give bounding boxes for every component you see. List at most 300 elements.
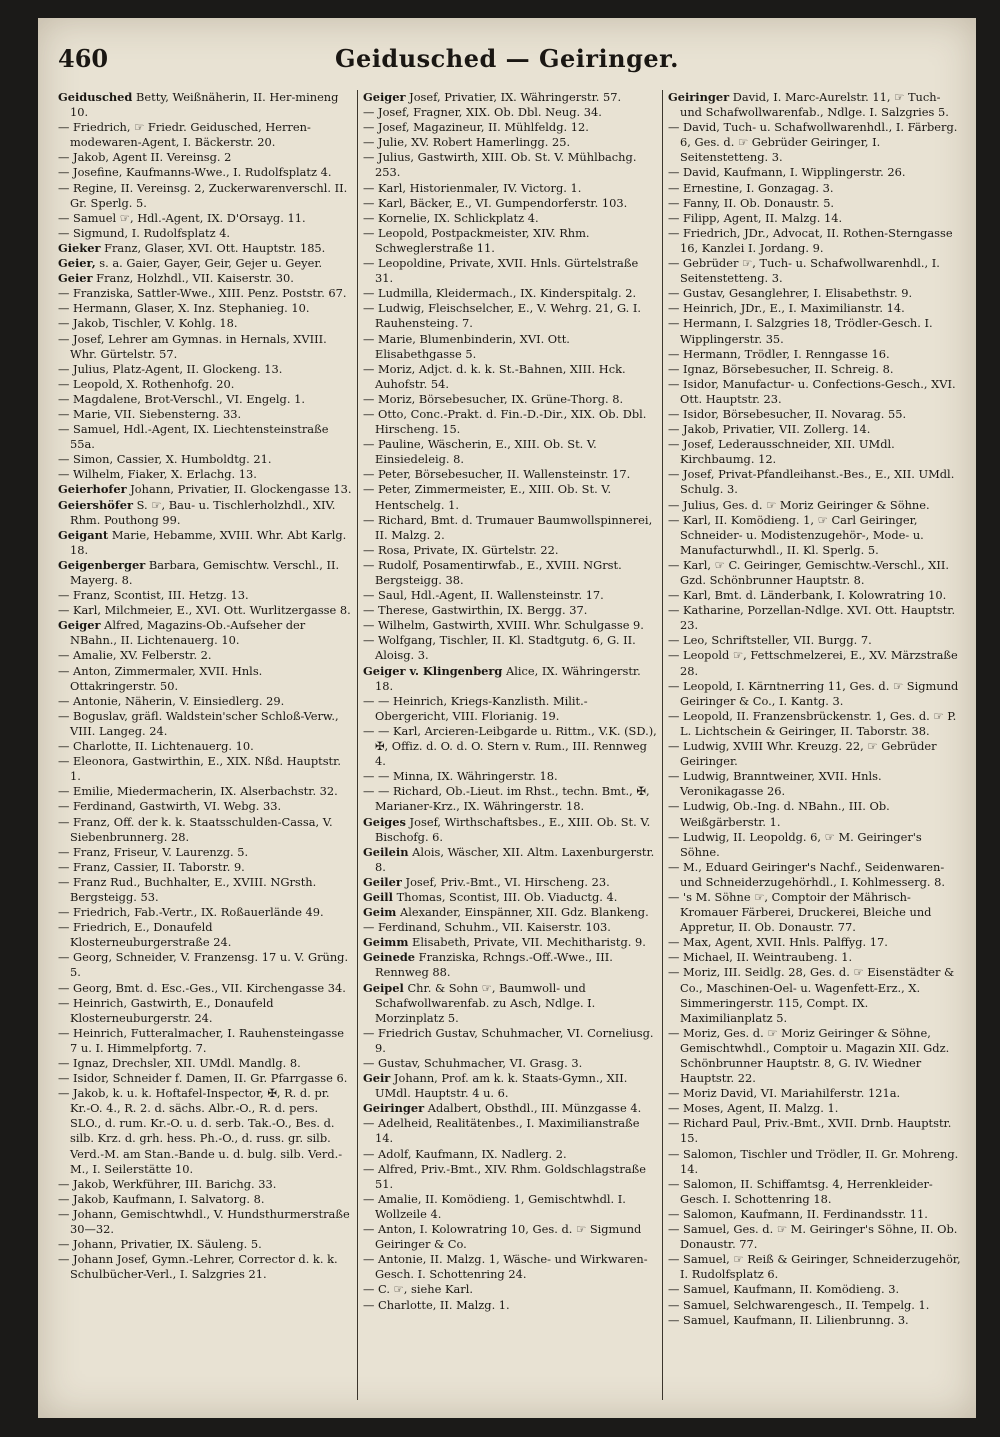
entry-text: — M., Eduard Geiringer's Nachf., Seidenwaren- und Schneiderzugehörhdl., I. Kohlmesserg. 8. <box>668 859 946 889</box>
entry-text: — Franz Rud., Buchhalter, E., XVIII. NGrsth. Bergsteigg. 53. <box>58 874 317 904</box>
entry-text: — Salomon, II. Schiffamtsg. 4, Herrenkleider-Gesch. I. Schottenring 18. <box>668 1176 933 1206</box>
entry-text: — Franz, Off. der k. k. Staatsschulden-Cassa, V. Siebenbrunnerg. 28. <box>58 814 333 844</box>
directory-entry <box>363 1222 657 1252</box>
directory-entry <box>363 1147 657 1162</box>
entry-text: — Josef, Privat-Pfandleihanst.-Bes., E., XII. UMdl. Schulg. 3. <box>668 467 955 497</box>
directory-entry <box>58 422 352 452</box>
entry-text: — Hermann, I. Salzgries 18, Trödler-Gesch. I. Wipplingerstr. 35. <box>668 316 933 346</box>
entry-text: — Ferdinand, Schuhm., VII. Kaiserstr. 103. <box>363 920 611 935</box>
entry-text: Josef, Wirthschaftsbes., E., XIII. Ob. St. V. Bischofg. 6. <box>375 814 651 844</box>
entry-text: — Heinrich, JDr., E., I. Maximilianstr. 14. <box>668 301 905 316</box>
directory-entry <box>58 1207 352 1237</box>
directory-entry <box>58 301 352 316</box>
column-2 <box>363 90 657 1405</box>
directory-entry <box>668 211 962 226</box>
directory-entry <box>363 633 657 663</box>
entry-text: — David, Kaufmann, I. Wipplingerstr. 26. <box>668 165 906 180</box>
directory-entry <box>363 588 657 603</box>
entry-text: — Franziska, Sattler-Wwe., XIII. Penz. Poststr. 67. <box>58 286 347 301</box>
directory-entry <box>668 1207 962 1222</box>
entry-text: — Marie, VII. Siebensterng. 33. <box>58 406 242 421</box>
directory-entry <box>363 407 657 437</box>
entry-surname: Geir <box>363 1071 391 1086</box>
entry-text: — Gustav, Gesanglehrer, I. Elisabethstr. 9. <box>668 286 913 301</box>
directory-entry <box>363 875 657 890</box>
directory-entry <box>58 950 352 980</box>
entry-text: Josef, Privatier, IX. Währingerstr. 57. <box>405 90 622 104</box>
directory-entry <box>58 226 352 241</box>
entry-text: — Ludmilla, Kleidermach., IX. Kinderspitalg. 2. <box>363 286 637 301</box>
directory-entry <box>668 830 962 860</box>
directory-entry <box>668 603 962 633</box>
entry-text: — Ludwig, Ob.-Ing. d. NBahn., III. Ob. Weißgärberstr. 1. <box>668 799 890 829</box>
directory-entry <box>668 648 962 678</box>
entry-text: — Charlotte, II. Lichtenauerg. 10. <box>58 739 254 754</box>
entry-text: — Hermann, Glaser, X. Inz. Stephanieg. 10. <box>58 301 310 316</box>
directory-entry <box>58 211 352 226</box>
directory-entry <box>363 90 657 105</box>
entry-text: — Michael, II. Weintraubeng. 1. <box>668 950 853 965</box>
directory-entry <box>668 196 962 211</box>
entry-text: — Salomon, Kaufmann, II. Ferdinandsstr. 11. <box>668 1206 928 1221</box>
entry-text: — C. ☞, siehe Karl. <box>363 1282 473 1297</box>
directory-entry <box>58 709 352 739</box>
entry-text: Franz, Holzhdl., VII. Kaiserstr. 30. <box>92 271 294 286</box>
entry-text: — Samuel, Selchwarengesch., II. Tempelg. 1. <box>668 1297 930 1312</box>
directory-entry <box>363 769 657 784</box>
directory-entry <box>363 724 657 769</box>
entry-text: — Isidor, Börsebesucher, II. Novarag. 55. <box>668 406 907 421</box>
directory-entry <box>668 226 962 256</box>
entry-text: Barbara, Gemischtw. Verschl., II. Mayerg. 8. <box>70 557 340 587</box>
entry-text: — Georg, Bmt. d. Esc.-Ges., VII. Kirchengasse 34. <box>58 980 346 995</box>
entry-text: — Pauline, Wäscherin, E., XIII. Ob. St. V. Einsiedeleig. 8. <box>363 437 597 467</box>
directory-entry <box>58 332 352 362</box>
directory-entry <box>363 603 657 618</box>
directory-entry <box>58 498 352 528</box>
entry-text: — Wolfgang, Tischler, II. Kl. Stadtgutg. 6, G. II. Aloisg. 3. <box>363 633 636 663</box>
directory-entry <box>58 90 352 120</box>
directory-entry <box>668 950 962 965</box>
entry-text: — Franz, Cassier, II. Taborstr. 9. <box>58 859 245 874</box>
entry-text: — Moriz, Ges. d. ☞ Moriz Geiringer & Söhne, Gemischtwhdl., Comptoir u. Magazin XII. Gdz. Schönbrunner Hauptstr. 8, G. IV. Wiedner Hauptstr. 22. <box>668 1025 950 1086</box>
directory-entry <box>668 286 962 301</box>
entry-surname: Geier, <box>58 256 96 271</box>
directory-entry <box>668 316 962 346</box>
entry-text: — Amalie, II. Komödieng. 1, Gemischtwhdl. I. Wollzeile 4. <box>363 1191 626 1221</box>
directory-entry <box>58 407 352 422</box>
directory-entry <box>363 1282 657 1297</box>
entry-text: — Leopold ☞, Fettschmelzerei, E., XV. Märzstraße 28. <box>668 648 958 678</box>
entry-text: — Salomon, Tischler und Trödler, II. Gr. Mohreng. 14. <box>668 1146 959 1176</box>
entry-text: — Moriz, III. Seidlg. 28, Ges. d. ☞ Eisenstädter & Co., Maschinen-Oel- u. Wagenfett-Erz., X. Simmeringerstr. 115, Compt. IX. Maximilianplatz 5. <box>668 965 955 1025</box>
entry-text: — David, Tuch- u. Schafwollwarenhdl., I. Färberg. 6, Ges. d. ☞ Gebrüder Geiringer, I. Seitenstetteng. 3. <box>668 120 958 165</box>
entry-text: — Franz, Friseur, V. Laurenzg. 5. <box>58 844 249 859</box>
entry-text: — Ludwig, Branntweiner, XVII. Hnls. Veronikagasse 26. <box>668 769 882 799</box>
entry-text: — Ludwig, XVIII Whr. Kreuzg. 22, ☞ Gebrüder Geiringer. <box>668 739 937 769</box>
directory-entry <box>363 150 657 180</box>
directory-entry <box>58 981 352 996</box>
entry-text: s. a. Gaier, Gayer, Geir, Gejer u. Geyer. <box>95 256 323 271</box>
directory-entry <box>363 181 657 196</box>
entry-surname: Geim <box>363 905 397 920</box>
directory-entry <box>668 256 962 286</box>
directory-entry <box>363 482 657 512</box>
directory-entry <box>668 633 962 648</box>
entry-text: — Ernestine, I. Gonzagag. 3. <box>668 180 834 195</box>
directory-entry <box>363 392 657 407</box>
entry-text: — Charlotte, II. Malzg. 1. <box>363 1297 510 1312</box>
directory-entry <box>58 452 352 467</box>
directory-entry <box>363 1116 657 1146</box>
directory-entry <box>668 1026 962 1086</box>
entry-surname: Geimm <box>363 935 409 950</box>
entry-text: — Friedrich, E., Donaufeld Klosterneuburgerstraße 24. <box>58 920 232 950</box>
entry-text: — Karl, Bmt. d. Länderbank, I. Kolowratring 10. <box>668 588 947 603</box>
entry-surname: Geiringer <box>363 1101 425 1116</box>
directory-entry <box>668 181 962 196</box>
directory-entry <box>58 286 352 301</box>
directory-entry <box>363 437 657 467</box>
entry-columns <box>58 90 962 1405</box>
entry-text: Marie, Hebamme, XVIII. Whr. Abt Karlg. 18. <box>70 527 347 557</box>
entry-text: Alexander, Einspänner, XII. Gdz. Blankeng. <box>396 905 649 920</box>
entry-text: — Eleonora, Gastwirthin, E., XIX. Nßd. Hauptstr. 1. <box>58 754 341 784</box>
entry-text: — Gustav, Schuhmacher, VI. Grasg. 3. <box>363 1056 583 1070</box>
entry-text: — Josef, Magazineur, II. Mühlfeldg. 12. <box>363 120 589 135</box>
entry-text: — Moriz, Börsebesucher, IX. Grüne-Thorg. 8. <box>363 391 624 406</box>
column-divider <box>357 90 358 1400</box>
directory-entry <box>668 90 962 120</box>
directory-entry <box>58 528 352 558</box>
entry-surname: Geidusched <box>58 90 133 104</box>
directory-entry <box>668 588 962 603</box>
entry-text: — Leopoldine, Private, XVII. Hnls. Gürtelstraße 31. <box>363 256 639 286</box>
entry-text: — Friedrich, Fab.-Vertr., IX. Roßauerlände 49. <box>58 905 324 920</box>
directory-entry <box>363 784 657 814</box>
directory-entry <box>668 301 962 316</box>
entry-text: — Franz, Scontist, III. Hetzg. 13. <box>58 588 249 603</box>
entry-text: — Peter, Zimmermeister, E., XIII. Ob. St. V. Hentschelg. 1. <box>363 482 612 512</box>
entry-text: — Fanny, II. Ob. Donaustr. 5. <box>668 195 835 210</box>
directory-entry <box>363 286 657 301</box>
directory-entry <box>668 1252 962 1282</box>
entry-surname: Geierhofer <box>58 482 127 497</box>
directory-entry <box>363 226 657 256</box>
directory-entry <box>363 1192 657 1222</box>
directory-entry <box>58 648 352 663</box>
directory-entry <box>58 754 352 784</box>
entry-text: — Richard Paul, Priv.-Bmt., XVII. Drnb. Hauptstr. 15. <box>668 1116 952 1146</box>
entry-text: — Regine, II. Vereinsg. 2, Zuckerwarenverschl. II. Gr. Sperlg. 5. <box>58 180 348 210</box>
entry-text: — Amalie, XV. Felberstr. 2. <box>58 648 212 663</box>
entry-text: — — Minna, IX. Währingerstr. 18. <box>363 769 558 784</box>
entry-text: — Wilhelm, Fiaker, X. Erlachg. 13. <box>58 467 257 482</box>
entry-text: — Jakob, Kaufmann, I. Salvatorg. 8. <box>58 1191 265 1206</box>
directory-entry <box>363 543 657 558</box>
entry-text: — Moriz, Adjct. d. k. k. St.-Bahnen, XIII. Hck. Auhofstr. 54. <box>363 361 626 391</box>
entry-surname: Geiger <box>363 90 406 104</box>
entry-text: — Karl, Bäcker, E., VI. Gumpendorferstr. 103. <box>363 195 628 210</box>
directory-entry <box>363 135 657 150</box>
entry-text: Elisabeth, Private, VII. Mechitharistg. 9. <box>408 935 646 950</box>
directory-entry <box>363 362 657 392</box>
directory-entry <box>58 1237 352 1252</box>
entry-text: — — Heinrich, Kriegs-Kanzlisth. Milit.-Obergericht, VIII. Florianig. 19. <box>363 693 588 723</box>
entry-text: — Anton, Zimmermaler, XVII. Hnls. Ottakringerstr. 50. <box>58 663 263 693</box>
directory-entry <box>668 513 962 558</box>
directory-entry <box>363 105 657 120</box>
entry-text: — Ferdinand, Gastwirth, VI. Webg. 33. <box>58 799 282 814</box>
entry-text: — Heinrich, Futteralmacher, I. Rauhensteingasse 7 u. I. Himmelpfortg. 7. <box>58 1025 344 1055</box>
entry-text: Johann, Privatier, II. Glockengasse 13. <box>126 482 352 497</box>
entry-text: — Richard, Bmt. d. Trumauer Baumwollspinnerei, II. Malzg. 2. <box>363 512 653 542</box>
entry-text: — Johann, Privatier, IX. Säuleng. 5. <box>58 1237 262 1252</box>
directory-entry <box>363 845 657 875</box>
entry-surname: Geigant <box>58 527 109 542</box>
directory-entry <box>363 664 657 694</box>
directory-entry <box>668 437 962 467</box>
directory-entry <box>363 950 657 980</box>
directory-entry <box>58 905 352 920</box>
entry-text: — Kornelie, IX. Schlickplatz 4. <box>363 210 539 225</box>
directory-entry <box>668 347 962 362</box>
entry-text: — Karl, Historienmaler, IV. Victorg. 1. <box>363 180 582 195</box>
directory-entry <box>58 558 352 588</box>
entry-text: — Alfred, Priv.-Bmt., XIV. Rhm. Goldschlagstraße 51. <box>363 1161 646 1191</box>
directory-entry <box>58 256 352 271</box>
directory-entry <box>58 1086 352 1177</box>
entry-text: — Karl, ☞ C. Geiringer, Gemischtw.-Verschl., XII. Gzd. Schönbrunner Hauptstr. 8. <box>668 557 950 587</box>
directory-entry <box>58 1192 352 1207</box>
directory-entry <box>668 377 962 407</box>
entry-text: — Adelheid, Realitätenbes., I. Maximilianstraße 14. <box>363 1116 640 1146</box>
directory-entry <box>363 981 657 1026</box>
directory-entry <box>58 845 352 860</box>
column-1 <box>58 90 352 1405</box>
entry-text: — Hermann, Trödler, I. Renngasse 16. <box>668 346 890 361</box>
directory-entry <box>668 1101 962 1116</box>
directory-entry <box>668 1282 962 1297</box>
entry-text: — Jakob, Agent II. Vereinsg. 2 <box>58 150 232 165</box>
entry-text: — Therese, Gastwirthin, IX. Bergg. 37. <box>363 603 588 618</box>
entry-text: — Sigmund, I. Rudolfsplatz 4. <box>58 225 231 240</box>
entry-text: — Simon, Cassier, X. Humboldtg. 21. <box>58 452 272 467</box>
directory-entry <box>668 1116 962 1146</box>
entry-text: Alfred, Magazins-Ob.-Aufseher der NBahn., II. Lichtenauerg. 10. <box>70 618 306 648</box>
directory-entry <box>363 1101 657 1116</box>
entry-text: S. ☞, Bau- u. Tischlerholzhdl., XIV. Rhm. Pouthong 99. <box>70 497 336 527</box>
directory-entry <box>363 513 657 543</box>
entry-text: Franz, Glaser, XVI. Ott. Hauptstr. 185. <box>100 240 326 255</box>
directory-entry <box>58 618 352 648</box>
entry-text: — Antonie, Näherin, V. Einsiedlerg. 29. <box>58 693 285 708</box>
directory-entry <box>363 935 657 950</box>
entry-text: Alice, IX. Währingerstr. 18. <box>375 663 641 693</box>
entry-surname: Geiershöfer <box>58 497 133 512</box>
entry-text: — Peter, Börsebesucher, II. Wallensteinstr. 17. <box>363 467 631 482</box>
entry-text: — Marie, Blumenbinderin, XVI. Ott. Elisabethgasse 5. <box>363 331 570 361</box>
directory-entry <box>668 165 962 180</box>
entry-text: — Jakob, k. u. k. Hoftafel-Inspector, ✠, R. d. pr. Kr.-O. 4., R. 2. d. sächs. Albr.-O., R. d. pers. SLO., d. rum. Kr.-O. u. d. serb. Tak.-O., Bes. d. silb. Krz. d. grh. hess. Ph.-O., d. russ. gr. silb. Verd.-M. am Stan.-Bande u. d. bulg. silb. Verd.-M., I. Seilerstätte 10. <box>58 1086 343 1176</box>
entry-text: — Jakob, Tischler, V. Kohlg. 18. <box>58 316 238 331</box>
entry-text: — Leo, Schriftsteller, VII. Burgg. 7. <box>668 633 872 648</box>
entry-text: — Leopold, I. Kärntnerring 11, Ges. d. ☞ Sigmund Geiringer & Co., I. Kantg. 3. <box>668 678 959 708</box>
directory-entry <box>363 1298 657 1313</box>
entry-text: — Josef, Lederausschneider, XII. UMdl. Kirchbaumg. 12. <box>668 437 895 467</box>
entry-text: David, I. Marc-Aurelstr. 11, ☞ Tuch- und Schafwollwarenfab., Ndlge. I. Salzgries 5. <box>680 90 949 120</box>
directory-entry <box>363 815 657 845</box>
entry-text: — Isidor, Schneider f. Damen, II. Gr. Pfarrgasse 6. <box>58 1071 348 1086</box>
entry-text: — Emilie, Miedermacherin, IX. Alserbachstr. 32. <box>58 784 338 799</box>
directory-entry <box>58 362 352 377</box>
directory-entry <box>58 241 352 256</box>
entry-text: — Otto, Conc.-Prakt. d. Fin.-D.-Dir., XIX. Ob. Dbl. Hirscheng. 15. <box>363 406 647 437</box>
directory-entry <box>668 362 962 377</box>
directory-entry <box>58 1177 352 1192</box>
entry-surname: Geilein <box>363 844 409 859</box>
page-title: Geidusched — Geiringer. <box>335 44 679 73</box>
entry-text: — Heinrich, Gastwirth, E., Donaufeld Klosterneuburgerstr. 24. <box>58 995 274 1025</box>
directory-entry <box>668 1147 962 1177</box>
entry-text: — Josef, Lehrer am Gymnas. in Hernals, XVIII. Whr. Gürtelstr. 57. <box>58 331 327 361</box>
directory-entry <box>363 694 657 724</box>
directory-entry <box>58 875 352 905</box>
entry-surname: Geigenberger <box>58 557 146 572</box>
entry-text: Adalbert, Obsthdl., III. Münzgasse 4. <box>424 1101 642 1116</box>
entry-text: — Samuel, Kaufmann, II. Komödieng. 3. <box>668 1282 900 1297</box>
entry-text: — Johann, Gemischtwhdl., V. Hundsthurmerstraße 30—32. <box>58 1206 350 1237</box>
directory-entry <box>668 739 962 769</box>
directory-entry <box>363 890 657 905</box>
entry-surname: Geiger v. Klingenberg <box>363 663 503 678</box>
directory-entry <box>58 1056 352 1071</box>
directory-entry <box>363 558 657 588</box>
entry-surname: Geiges <box>363 814 406 829</box>
entry-text: — Moses, Agent, II. Malzg. 1. <box>668 1101 839 1116</box>
directory-entry <box>58 120 352 150</box>
entry-text: — Gebrüder ☞, Tuch- u. Schafwollwarenhdl., I. Seitenstetteng. 3. <box>668 256 940 286</box>
entry-text: — Moriz David, VI. Mariahilferstr. 121a. <box>668 1086 901 1101</box>
directory-entry <box>58 815 352 845</box>
entry-text: — Samuel, Ges. d. ☞ M. Geiringer's Söhne, II. Ob. Donaustr. 77. <box>668 1222 958 1252</box>
entry-text: Betty, Weißnäherin, II. Her-mineng 10. <box>70 90 339 120</box>
directory-entry <box>668 1086 962 1101</box>
entry-text: — Boguslav, gräfl. Waldstein'scher Schloß-Verw., VIII. Langeg. 24. <box>58 708 339 738</box>
directory-entry <box>668 558 962 588</box>
entry-text: — 's M. Söhne ☞, Comptoir der Mährisch-Kromauer Färberei, Druckerei, Bleiche und Appretur, II. Ob. Donaustr. 77. <box>668 889 932 935</box>
entry-surname: Gieker <box>58 240 101 255</box>
directory-entry <box>58 377 352 392</box>
directory-entry <box>668 120 962 165</box>
directory-entry <box>58 603 352 618</box>
directory-entry <box>58 739 352 754</box>
entry-text: — Georg, Schneider, V. Franzensg. 17 u. V. Grüng. 5. <box>58 950 349 980</box>
directory-entry <box>363 1056 657 1071</box>
directory-entry <box>363 1252 657 1282</box>
directory-entry <box>363 1026 657 1056</box>
directory-entry <box>58 1026 352 1056</box>
entry-text: — Ludwig, II. Leopoldg. 6, ☞ M. Geiringer's Söhne. <box>668 829 922 859</box>
directory-entry <box>668 860 962 890</box>
entry-text: — Rosa, Private, IX. Gürtelstr. 22. <box>363 542 559 557</box>
entry-surname: Geier <box>58 271 93 286</box>
directory-page <box>38 18 976 1418</box>
entry-text: — Samuel, Kaufmann, II. Lilienbrunng. 3. <box>668 1312 909 1327</box>
entry-text: — Adolf, Kaufmann, IX. Nadlerg. 2. <box>363 1146 567 1161</box>
directory-entry <box>58 482 352 497</box>
entry-text: — Isidor, Manufactur- u. Confections-Gesch., XVI. Ott. Hauptstr. 23. <box>668 376 956 406</box>
entry-text: — Samuel, ☞ Reiß & Geiringer, Schneiderzugehör, I. Rudolfsplatz 6. <box>668 1252 961 1282</box>
directory-entry <box>363 467 657 482</box>
directory-entry <box>58 588 352 603</box>
entry-text: Alois, Wäscher, XII. Altm. Laxenburgerstr. 8. <box>375 844 655 874</box>
directory-entry <box>58 150 352 165</box>
directory-entry <box>58 920 352 950</box>
entry-text: — Saul, Hdl.-Agent, II. Wallensteinstr. 17. <box>363 588 604 603</box>
page-header <box>38 44 976 84</box>
directory-entry <box>58 271 352 286</box>
column-3 <box>668 90 962 1405</box>
directory-entry <box>58 181 352 211</box>
entry-text: — — Karl, Arcieren-Leibgarde u. Rittm., V.K. (SD.), ✠, Offiz. d. O. d. O. Stern v. Rum., III. Rennweg 4. <box>363 723 657 769</box>
entry-text: — Johann Josef, Gymn.-Lehrer, Corrector d. k. k. Schulbücher-Verl., I. Salzgries 21. <box>58 1252 338 1282</box>
entry-text: — Wilhelm, Gastwirth, XVIII. Whr. Schulgasse 9. <box>363 618 644 633</box>
entry-surname: Geipel <box>363 980 404 995</box>
directory-entry <box>58 392 352 407</box>
entry-text: Johann, Prof. am k. k. Staats-Gymn., XII. UMdl. Hauptstr. 4 u. 6. <box>375 1071 628 1101</box>
directory-entry <box>363 1162 657 1192</box>
directory-entry <box>363 332 657 362</box>
entry-text: — Josef, Fragner, XIX. Ob. Dbl. Neug. 34. <box>363 105 602 120</box>
entry-text: — Josefine, Kaufmanns-Wwe., I. Rudolfsplatz 4. <box>58 165 332 180</box>
entry-surname: Geiger <box>58 618 101 633</box>
entry-text: — Leopold, II. Franzensbrückenstr. 1, Ges. d. ☞ P. L. Lichtschein & Geiringer, II. Taborstr. 38. <box>668 708 957 738</box>
directory-entry <box>58 664 352 694</box>
directory-entry <box>363 256 657 286</box>
entry-surname: Geiringer <box>668 90 730 104</box>
directory-entry <box>58 996 352 1026</box>
directory-entry <box>363 618 657 633</box>
directory-entry <box>363 920 657 935</box>
directory-entry <box>668 709 962 739</box>
directory-entry <box>58 1071 352 1086</box>
entry-text: — Julius, Platz-Agent, II. Glockeng. 13. <box>58 361 283 376</box>
directory-entry <box>668 965 962 1025</box>
column-divider <box>662 90 663 1400</box>
entry-text: Thomas, Scontist, III. Ob. Viaductg. 4. <box>392 889 618 904</box>
entry-text: — Julie, XV. Robert Hamerlingg. 25. <box>363 135 571 150</box>
entry-text: — Jakob, Werkführer, III. Barichg. 33. <box>58 1176 277 1191</box>
directory-entry <box>668 422 962 437</box>
entry-text: — Karl, Milchmeier, E., XVI. Ott. Wurlitzergasse 8. <box>58 603 351 618</box>
directory-entry <box>58 165 352 180</box>
directory-entry <box>58 316 352 331</box>
directory-entry <box>668 769 962 799</box>
entry-text: — Friedrich Gustav, Schuhmacher, VI. Corneliusg. 9. <box>363 1025 654 1055</box>
directory-entry <box>363 120 657 135</box>
entry-text: — — Richard, Ob.-Lieut. im Rhst., techn. Bmt., ✠, Marianer-Krz., IX. Währingerstr. 18. <box>363 784 650 814</box>
directory-entry <box>58 467 352 482</box>
entry-text: — Samuel, Hdl.-Agent, IX. Liechtensteinstraße 55a. <box>58 422 329 452</box>
entry-text: — Ludwig, Fleischselcher, E., V. Wehrg. 21, G. I. Rauhensteing. 7. <box>363 301 642 331</box>
entry-text: — Anton, I. Kolowratring 10, Ges. d. ☞ Sigmund Geiringer & Co. <box>363 1222 642 1252</box>
directory-entry <box>668 498 962 513</box>
entry-text: Franziska, Rchngs.-Off.-Wwe., III. Rennweg 88. <box>375 950 613 980</box>
entry-text: — Julius, Gastwirth, XIII. Ob. St. V. Mühlbachg. 253. <box>363 150 637 180</box>
entry-text: — Ignaz, Drechsler, XII. UMdl. Mandlg. 8. <box>58 1056 301 1070</box>
entry-text: — Leopold, X. Rothenhofg. 20. <box>58 376 235 391</box>
